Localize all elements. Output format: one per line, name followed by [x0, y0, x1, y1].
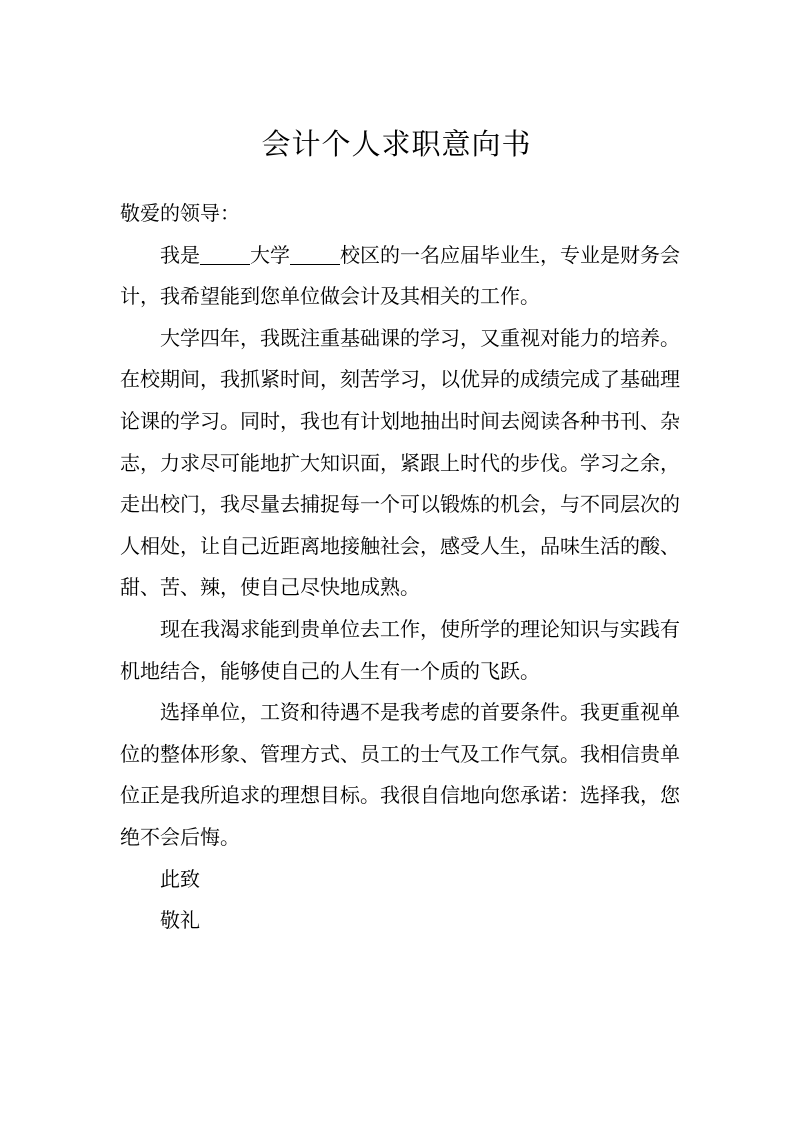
- document-body: [120, 193, 680, 942]
- document-title: 会计个人求职意向书: [261, 127, 532, 161]
- paragraph-aspiration: 现在我渴求能到贵单位去工作，使所学的理论知识与实践有机地结合，能够使自己的人生有一个质的飞跃。: [120, 616, 680, 683]
- intro-text-2: 大学: [250, 242, 290, 267]
- salutation: 敬爱的领导：: [120, 201, 240, 225]
- intro-text-3: 校区的一名应届毕业生，专业是财务会计，我希望能到您单位做会计及其相关的工作。: [120, 242, 680, 309]
- blank-university: [200, 244, 250, 265]
- paragraph-study: 大学四年，我既注重基础课的学习，又重视对能力的培养。在校期间，我抓紧时间，刻苦学习，以优异的成绩完成了基础理论课的学习。同时，我也有计划地抽出时间去阅读各种书刊、杂志，力求尽可能地扩大知识面，紧跟上时代的步伐。学习之余，走出校门，我尽量去捕捉每一个可以锻炼的机会，与不同层次的人相处，让自己近距离地接触社会，感受人生，品味生活的酸、甜、苦、辣，使自己尽快地成熟。: [120, 325, 680, 600]
- intro-text-1: 我是: [160, 242, 200, 267]
- intro-paragraph: [120, 235, 680, 318]
- blank-campus: [290, 244, 340, 265]
- closing-salute: 敬礼: [160, 908, 200, 933]
- closing-respect: 此致: [160, 866, 200, 891]
- paragraph-choice: 选择单位，工资和待遇不是我考虑的首要条件。我更重视单位的整体形象、管理方式、员工的士气及工作气氛。我相信贵单位正是我所追求的理想目标。我很自信地向您承诺：选择我，您绝不会后悔。: [120, 700, 680, 849]
